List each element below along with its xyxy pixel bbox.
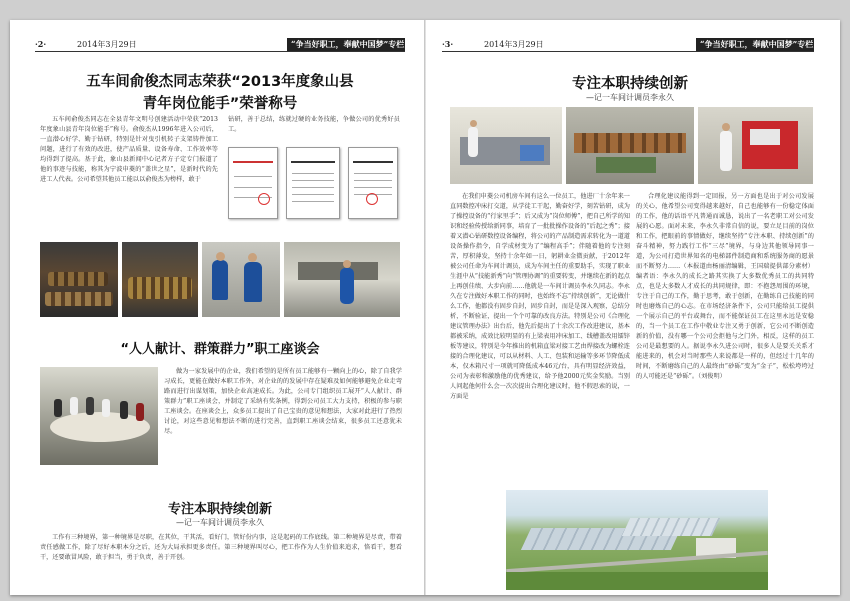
article1-col2-text: 钻研，善于总结，练就过硬的业务技能，争做公司的优秀好员工。 (228, 116, 400, 133)
workshop-photo-2 (122, 242, 198, 317)
workshop-photo-r1 (450, 107, 562, 184)
article1-title-line1: 五车间俞俊杰同志荣获“2013年度象山县 (86, 74, 354, 90)
article2-text: 做为一家发展中的企业，我们希望的是所有员工能够有一颗向上的心，除了自我学习成长，更能在做好本职工作外，对企业的的发展中存在疑难及如何能够避免企业走弯路而进行出谋划策，加快企业高速成长。为此，公司专门组织员工展开“人人献计、群策群力”职工座谈会，并制定了采纳有奖条例，得到公司员工大力支持，积极的参与职工座谈会。在座谈会上，众多员工提出了自己宝贵的意见和想法，大家对此进行了热烈讨论，对这些意见和想法不断的进行完善，直到职工座谈会结束，很多员工还意犹未尽。 (164, 368, 402, 435)
certificate-photo-2 (286, 147, 340, 219)
left-page-number: ·2· (35, 39, 47, 49)
page-gutter (424, 20, 426, 595)
article1-title-line2: 青年岗位能手”荣誉称号 (142, 96, 298, 112)
right-page-date: 2014年3月29日 (484, 40, 544, 49)
certificate-photo-1 (228, 147, 278, 219)
right-article-subtitle: —记一车间计调员李永久 (586, 93, 674, 102)
right-page-header (442, 38, 814, 52)
article3-title: 专注本职持续创新 (167, 502, 272, 517)
workshop-photo-1 (40, 242, 118, 317)
right-article-col1-text: 在我们申菱公司机房车间有这么一位员工，他进厂十余年来一直同数控冲床打交道，从学徒工干起，勤奋好学，刻苦钻研，成为了操控设备的“行家里手”；后又成为“岗位师傅”，把自己所学的知识和经验传授给新同事，培育了一批批操作设备的“后起之秀”；接着又潜心钻研数控设备编程，将公司的产品制造需求转化为一道道设备操作指令，自学成材变为了“编程高手”；伴随着他的专注刻苦，厚积薄发，坚持十余年如一日，躬耕业金微贡献，于2012年被公司任命为车间计调员，成为车间主任的重要助手，实现了职业生涯中从“技能新秀”向“管理协调”的重要转变，并继续在新的起点上再创佳绩、大步向前……他就是一车间计调员李永久同志。李永久在专注做好本职工作的同时，也始终不忘“持续创新”，无论做什么工作，他都没有固步自封，固步自封，而是是深入观察，总结分析，不断验证，提出一个个可靠的改良方法。特别是公司《合理化建议管理办法》出台后，他先后提出了十余次工作改进建议，基本都被采纳，成效比较明显的有上梁表用冲床加工、线槽盖改用镭锌板等建议，特别是今年推出的机箱直梁对接工艺由焊接改为螺栓连接的合理化建议，可以从材料、人工、包装和运输等多环节降低成本，仅木箱尺寸一项就可降低成本46元/台，具有明显经济效益，公司为表彰和激励他的优秀建议，给予他2000元奖金奖励。当别人问起他何什么会一次次提出合理化建议时，他不假思索的说，一方面是 (450, 193, 630, 400)
article3-subtitle: —记一车间计调员李永久 (176, 518, 264, 527)
workshop-photo-4 (284, 242, 400, 317)
newspaper-spread (10, 20, 840, 595)
right-page-number: ·3· (442, 39, 454, 49)
left-page-tagline: “争当好职工，奉献中国梦”专栏 (287, 38, 405, 51)
left-page-date: 2014年3月29日 (77, 40, 137, 49)
workshop-photo-r3 (698, 107, 813, 184)
right-article-title: 专注本职持续创新 (572, 76, 688, 92)
article2-title: “人人献计、群策群力”职工座谈会 (120, 342, 320, 357)
article1-col1-text: 五车间俞俊杰同志在全县青年文明号创建活动中荣获“2013年度象山县青年岗位能手”称号。俞俊杰从1996年进入公司后，一直潜心好学、勤于钻研，特别是针对曳引机转子支架铸件加工问题，进行了有效的改进，使产品质量、设备寿命、工作效率等均得到了提高。基于此，象山县新闻中心记者方子定专门报道了他的事迹与技能，称其为宁波申菱的“盖世之星”，是新时代的先进工人代表。公司希望其他员工能以以俞俊杰为榜样，敢于 (40, 116, 218, 183)
right-page-tagline: “争当好职工，奉献中国梦”专栏 (696, 38, 814, 51)
article3-text: 工作有三种境界，第一种境界是尽职，在其位，干其活，看好门，管好份内事，这是起码的工作底线。第二种境界是尽责，带着责任感做工作，除了尽好本职本分之后，还为大局承担更多责任。第三种境界叫尽心，把工作作为人生价值来追求，恪看干，想看干，还要敢冒风险，敢于担当，勇于负责，善于开创。 (40, 534, 402, 561)
meeting-photo (40, 367, 158, 465)
certificate-photo-3 (348, 147, 398, 219)
right-article-col2-text: 合理化建议能得到一定回报，另一方面也是出于对公司发展的关心，他希望公司变得越来越好，自己也能够有一份稳定体面的工作，他的话语平凡普通而诚恳，说出了一名老职工对公司发展的心愿。面对未来，李永久非常自信的说，要立足目前的岗位和工作，把眼前的事情做好，继续坚持“专注本职、持续创新”的奋斗精神，努力践行工作“三尽”境界，与身边其他领导同事一道，为公司打造世界知名的电梯部件制造商和系统服务商的愿景而不断努力……（本报道由杨丽清编辑，王国瑞提供部分素材）编者语：李永久的成长之路其实换了大多数优秀员工的共同特点，也是大多数人才成长的共同规律，即：不抱怨周围的环境，专注于自己的工作，勤于思考，敢于创新，在勤练自己技能的同时也磨炼自己的心志。在市场经济条件下，公司只能给员工提供一个展示自己的平台或舞台，而不能保证员工在这里永远是安稳的，当一个员工在工作中敬业专注又勇于创新，它公司不断创造新的价值，没有哪一个公司会拒他与之门外，相反，这样的员工公司是最想要的人。据说李永久进公司时，很多人是要关关系才能进来的，机会对当时那些人来说都是一样的，但经过十几年的时间，不断磨练自己的人最终由“砂砾”变为“金子”，松松垮垮过的人可能还是“砂砾”。（刘俊明） (636, 193, 814, 380)
workshop-photo-3 (202, 242, 280, 317)
factory-aerial-rendering (506, 490, 768, 590)
workshop-photo-r2 (566, 107, 694, 184)
left-page-header (35, 38, 405, 52)
